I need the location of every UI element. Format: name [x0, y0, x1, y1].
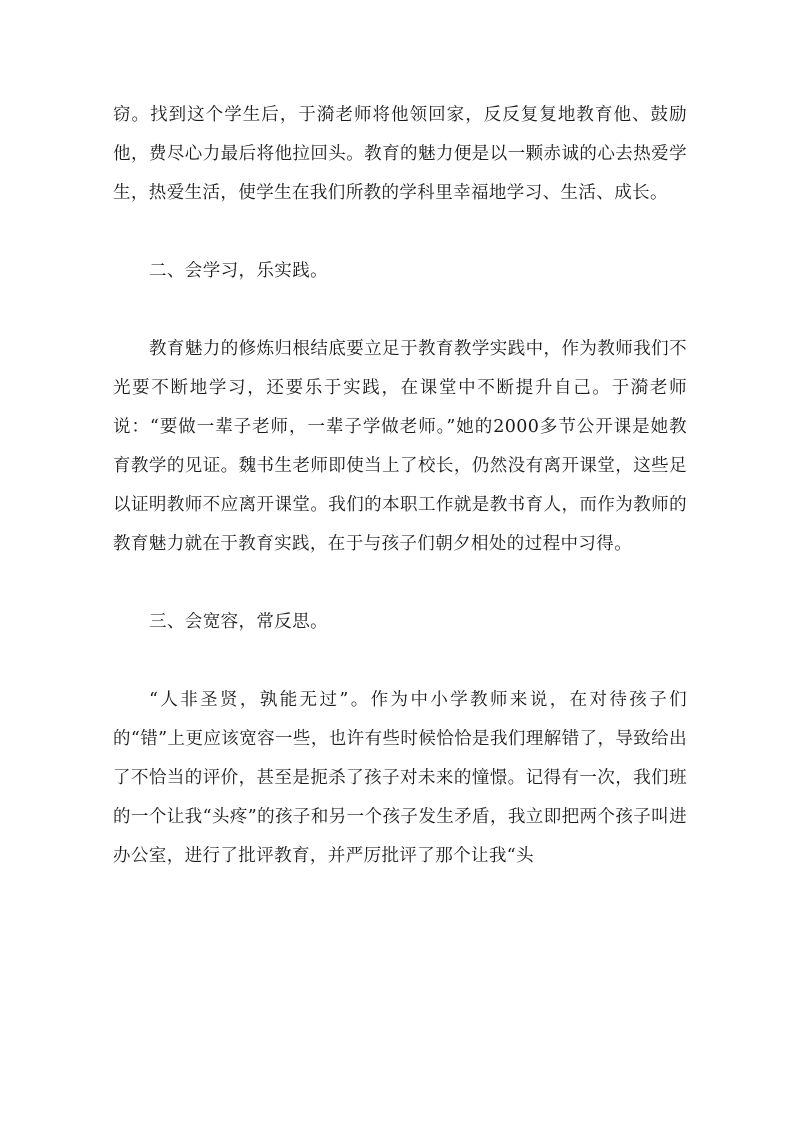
section-heading-3: 三、会宽容，常反思。 [149, 612, 328, 632]
paragraph-tolerance: “人非圣贤，孰能无过”。作为中小学教师来说，在对待孩子们的“错”上更应该宽容一些，也许有些时候恰恰是我们理解错了，导致给出了不恰当的评价，甚至是扼杀了孩子对未来的憧憬。记得有一次，我们班的一个让我“头疼”的孩子和另一个孩子发生矛盾，我立即把两个孩子叫进办公室，进行了批评教育，并严厉批评了那个让我“头 [113, 690, 687, 866]
document-body [113, 96, 687, 876]
paragraph-practice: 教育魅力的修炼归根结底要立足于教育教学实践中，作为教师我们不光要不断地学习，还要乐于实践，在课堂中不断提升自己。于漪老师说：“要做一辈子老师，一辈子学做老师。”她的2000多节公开课是她教育教学的见证。魏书生老师即使当上了校长，仍然没有离开课堂，这些足以证明教师不应离开课堂。我们的本职工作就是教书育人，而作为教师的教育魅力就在于教育实践，在于与孩子们朝夕相处的过程中习得。 [113, 339, 687, 554]
paragraph-continuation: 窃。找到这个学生后，于漪老师将他领回家，反反复复地教育他、鼓励他，费尽心力最后将他拉回头。教育的魅力便是以一颗赤诚的心去热爱学生，热爱生活，使学生在我们所教的学科里幸福地学习、生活、成长。 [113, 105, 687, 203]
section-heading-2: 二、会学习，乐实践。 [149, 261, 328, 281]
